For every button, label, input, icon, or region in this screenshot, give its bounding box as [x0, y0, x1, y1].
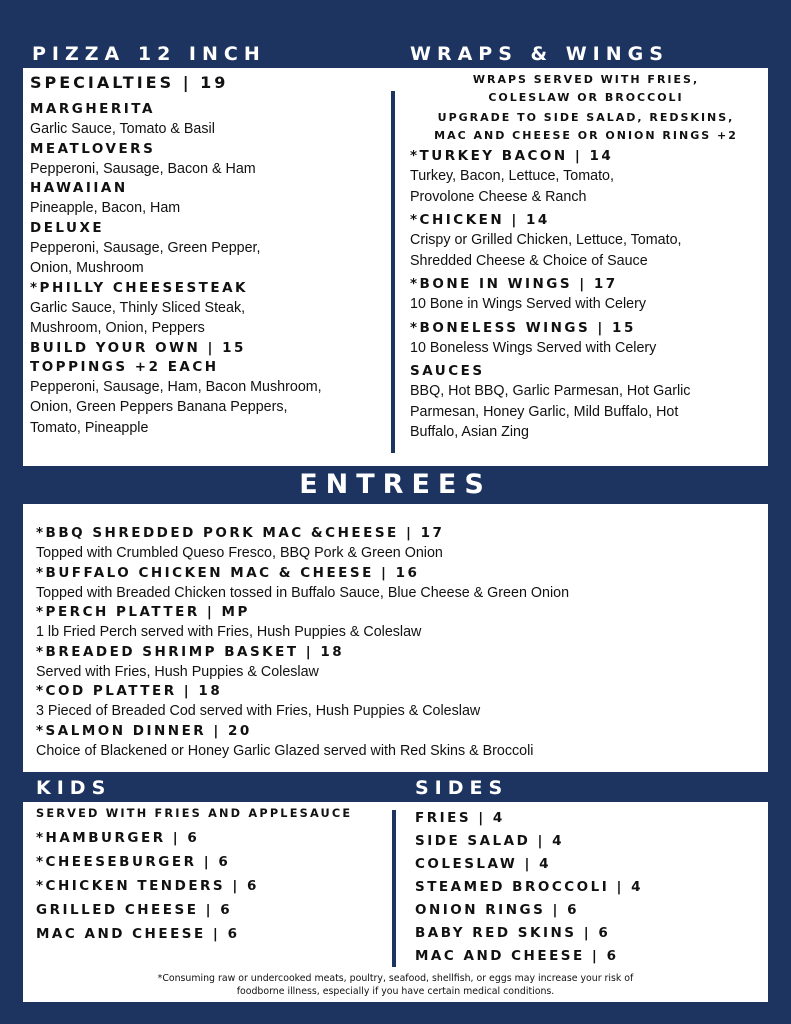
kids-item: MAC AND CHEESE | 6: [36, 925, 240, 942]
pizza-toppings-title: TOPPINGS +2 EACH: [30, 358, 219, 375]
pizza-toppings-desc: Tomato, Pineapple: [30, 419, 149, 436]
kids-note: SERVED WITH FRIES AND APPLESAUCE: [36, 807, 353, 820]
sides-heading: SIDES: [415, 777, 509, 799]
wraps-note: COLESLAW OR BROCCOLI: [488, 90, 684, 104]
kids-item: *CHEESEBURGER | 6: [36, 853, 231, 870]
entree-title: *BUFFALO CHICKEN MAC & CHEESE | 16: [36, 564, 420, 581]
wings-item-desc: 10 Boneless Wings Served with Celery: [410, 339, 657, 356]
wraps-upgrade-note: UPGRADE TO SIDE SALAD, REDSKINS,: [437, 111, 735, 124]
pizza-item-desc: Garlic Sauce, Thinly Sliced Steak,: [30, 299, 246, 316]
entree-desc: 1 lb Fried Perch served with Fries, Hush Puppies & Coleslaw: [36, 624, 422, 640]
entree-desc: Topped with Breaded Chicken tossed in Buffalo Sauce, Blue Cheese & Green Onion: [36, 584, 570, 601]
entree-desc: Choice of Blackened or Honey Garlic Glazed served with Red Skins & Broccoli: [36, 742, 534, 759]
sides-item: SIDE SALAD | 4: [415, 833, 565, 849]
top-panel: [23, 68, 768, 466]
wrap-item-desc: Crispy or Grilled Chicken, Lettuce, Tomato,: [410, 232, 682, 248]
wraps-note: WRAPS SERVED WITH FRIES,: [472, 73, 700, 86]
pizza-item-desc: Onion, Mushroom: [30, 260, 144, 276]
kids-heading: KIDS: [36, 777, 112, 799]
pizza-item-title: DELUXE: [30, 219, 105, 236]
entree-title: *SALMON DINNER | 20: [36, 722, 252, 739]
wraps-section: [410, 71, 762, 443]
sides-item: MAC AND CHEESE | 6: [415, 948, 619, 964]
sides-section: [415, 807, 760, 968]
wraps-upgrade-note: MAC AND CHEESE OR ONION RINGS +2: [434, 128, 738, 142]
pizza-section: [30, 73, 390, 438]
wrap-item-desc: Shredded Cheese & Choice of Sauce: [410, 252, 648, 269]
pizza-specialties-title: SPECIALTIES | 19: [30, 73, 229, 92]
wrap-item-title: *TURKEY BACON | 14: [410, 148, 614, 164]
pizza-build-title: BUILD YOUR OWN | 15: [30, 339, 246, 356]
wrap-item-desc: Provolone Cheese & Ranch: [410, 188, 587, 205]
entree-title: *COD PLATTER | 18: [36, 683, 223, 699]
bottom-panel: [23, 802, 768, 1002]
entree-desc: 3 Pieced of Breaded Cod served with Fries, Hush Puppies & Coleslaw: [36, 703, 481, 719]
wings-item-desc: 10 Bone in Wings Served with Celery: [410, 296, 647, 312]
pizza-item-desc: Mushroom, Onion, Peppers: [30, 320, 205, 336]
bottom-divider: [392, 810, 396, 967]
pizza-item-desc: Garlic Sauce, Tomato & Basil: [30, 121, 215, 137]
wings-item-title: *BONE IN WINGS | 17: [410, 276, 618, 292]
sauces-desc: Parmesan, Honey Garlic, Mild Buffalo, Hot: [410, 403, 679, 420]
entree-desc: Served with Fries, Hush Puppies & Coleslaw: [36, 663, 319, 680]
pizza-item-title: HAWAIIAN: [30, 180, 128, 196]
sides-item: STEAMED BROCCOLI | 4: [415, 879, 643, 895]
wings-item-title: *BONELESS WINGS | 15: [410, 319, 636, 336]
entree-title: *PERCH PLATTER | MP: [36, 604, 250, 620]
kids-section: [36, 805, 391, 946]
entrees-heading: ENTREES: [299, 469, 492, 500]
sides-item: FRIES | 4: [415, 810, 505, 826]
top-divider: [391, 91, 395, 453]
sauces-desc: Buffalo, Asian Zing: [410, 424, 529, 440]
sides-item: BABY RED SKINS | 6: [415, 925, 611, 941]
entrees-section: [36, 524, 761, 761]
wrap-item-title: *CHICKEN | 14: [410, 212, 550, 228]
pizza-item-title: MEATLOVERS: [30, 140, 156, 157]
pizza-item-desc: Pineapple, Bacon, Ham: [30, 200, 181, 216]
sides-item: ONION RINGS | 6: [415, 902, 580, 918]
kids-item: GRILLED CHEESE | 6: [36, 901, 233, 918]
sides-item: COLESLAW | 4: [415, 856, 551, 872]
pizza-item-desc: Pepperoni, Sausage, Bacon & Ham: [30, 160, 256, 177]
wraps-wings-heading: WRAPS & WINGS: [410, 43, 669, 65]
sauces-desc: BBQ, Hot BBQ, Garlic Parmesan, Hot Garlic: [410, 383, 691, 399]
footer-disclaimer: [23, 972, 768, 998]
pizza-toppings-desc: Onion, Green Peppers Banana Peppers,: [30, 399, 288, 415]
entrees-band-right: [768, 504, 791, 774]
entree-title: *BBQ SHREDDED PORK MAC &CHEESE | 17: [36, 525, 445, 541]
pizza-item-title: MARGHERITA: [30, 101, 155, 117]
entree-title: *BREADED SHRIMP BASKET | 18: [36, 643, 345, 660]
pizza-heading: PIZZA 12 INCH: [32, 43, 266, 65]
entrees-band-left: [0, 504, 23, 774]
pizza-toppings-desc: Pepperoni, Sausage, Ham, Bacon Mushroom,: [30, 378, 322, 395]
kids-item: *CHICKEN TENDERS | 6: [36, 877, 259, 894]
pizza-item-desc: Pepperoni, Sausage, Green Pepper,: [30, 239, 261, 256]
pizza-item-title: *PHILLY CHEESESTEAK: [30, 279, 249, 296]
disclaimer-line: *Consuming raw or undercooked meats, poultry, seafood, shellfish, or eggs may increase your risk of: [157, 973, 634, 984]
kids-item: *HAMBURGER | 6: [36, 829, 200, 846]
entrees-panel: [23, 504, 768, 772]
disclaimer-line: foodborne illness, especially if you have certain medical conditions.: [236, 986, 555, 997]
entree-desc: Topped with Crumbled Queso Fresco, BBQ Pork & Green Onion: [36, 545, 443, 561]
sauces-title: SAUCES: [410, 363, 485, 379]
wrap-item-desc: Turkey, Bacon, Lettuce, Tomato,: [410, 168, 614, 184]
